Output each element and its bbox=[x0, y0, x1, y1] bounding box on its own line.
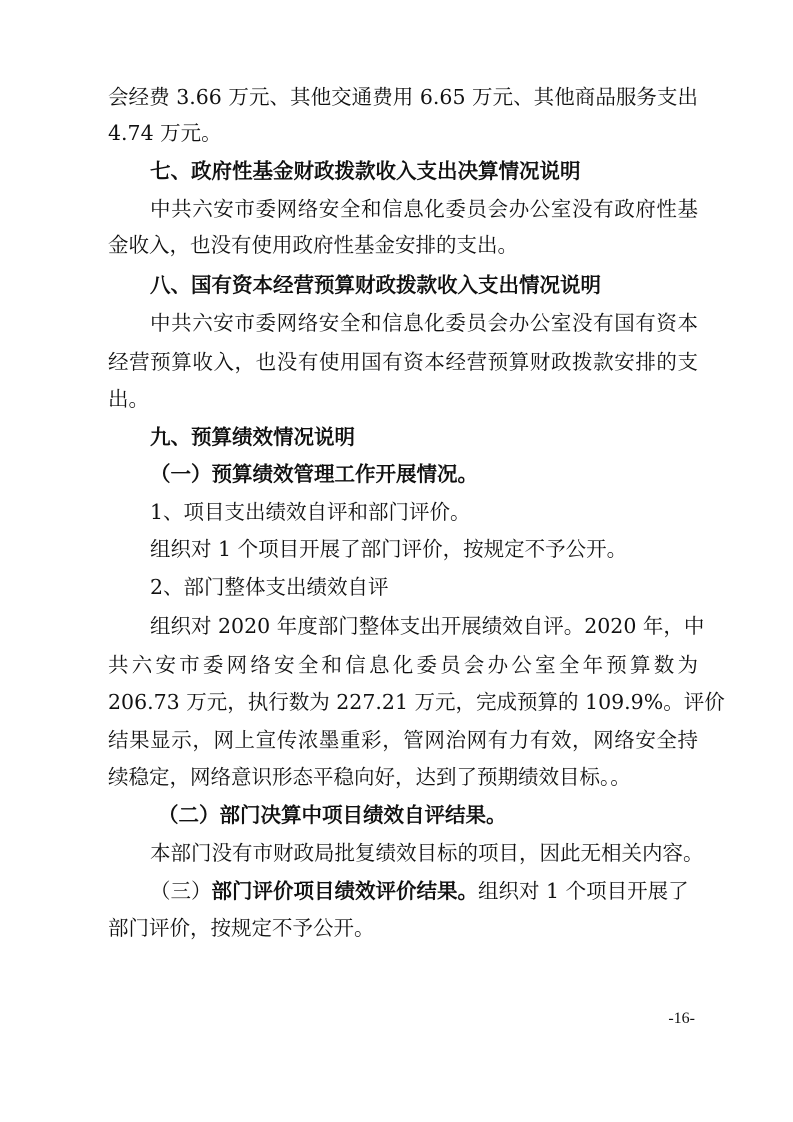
section-heading-9: 九、预算绩效情况说明 bbox=[150, 425, 355, 449]
subsection-3-text: 组织对 1 个项目开展了 bbox=[478, 879, 689, 903]
paragraph-line: 出。 bbox=[108, 387, 149, 411]
paragraph-line: 组织对 1 个项目开展了部门评价，按规定不予公开。 bbox=[150, 537, 628, 561]
paragraph-line: 中共六安市委网络安全和信息化委员会办公室没有政府性基 bbox=[150, 197, 698, 221]
paragraph-line: 续稳定，网络意识形态平稳向好，达到了预期绩效目标。。 bbox=[108, 765, 631, 789]
paragraph-line: 经营预算收入，也没有使用国有资本经营预算财政拨款安排的支 bbox=[108, 350, 698, 374]
paragraph-line: 中共六安市委网络安全和信息化委员会办公室没有国有资本 bbox=[150, 311, 698, 335]
list-item-heading: 1、项目支出绩效自评和部门评价。 bbox=[150, 500, 471, 524]
section-heading-8: 八、国有资本经营预算财政拨款收入支出情况说明 bbox=[150, 273, 601, 297]
paragraph-line: 本部门没有市财政局批复绩效目标的项目，因此无相关内容。 bbox=[150, 841, 704, 865]
paragraph-line: 金收入，也没有使用政府性基金安排的支出。 bbox=[108, 233, 518, 257]
subsection-heading-1: （一）预算绩效管理工作开展情况。 bbox=[150, 462, 478, 486]
paragraph-line: 共六安市委网络安全和信息化委员会办公室全年预算数为 bbox=[108, 653, 698, 677]
page-number: -16- bbox=[668, 1010, 695, 1027]
paragraph-line: 部门评价，按规定不予公开。 bbox=[108, 916, 375, 940]
paragraph-line: 4.74 万元。 bbox=[108, 121, 222, 145]
paragraph-line: 组织对 2020 年度部门整体支出开展绩效自评。2020 年，中 bbox=[150, 614, 705, 638]
paragraph-line: 206.73 万元，执行数为 227.21 万元，完成预算的 109.9%。评价 bbox=[108, 690, 725, 714]
subsection-3-label: （三） bbox=[150, 879, 212, 903]
subsection-3-line bbox=[150, 876, 698, 906]
paragraph-line: 会经费 3.66 万元、其他交通费用 6.65 万元、其他商品服务支出 bbox=[108, 85, 698, 109]
section-heading-7: 七、政府性基金财政拨款收入支出决算情况说明 bbox=[150, 159, 581, 183]
subsection-heading-2: （二）部门决算中项目绩效自评结果。 bbox=[158, 803, 507, 827]
list-item-heading: 2、部门整体支出绩效自评 bbox=[150, 575, 389, 599]
paragraph-line: 结果显示，网上宣传浓墨重彩，管网治网有力有效，网络安全持 bbox=[108, 728, 698, 752]
subsection-heading-3: 部门评价项目绩效评价结果。 bbox=[211, 879, 478, 903]
